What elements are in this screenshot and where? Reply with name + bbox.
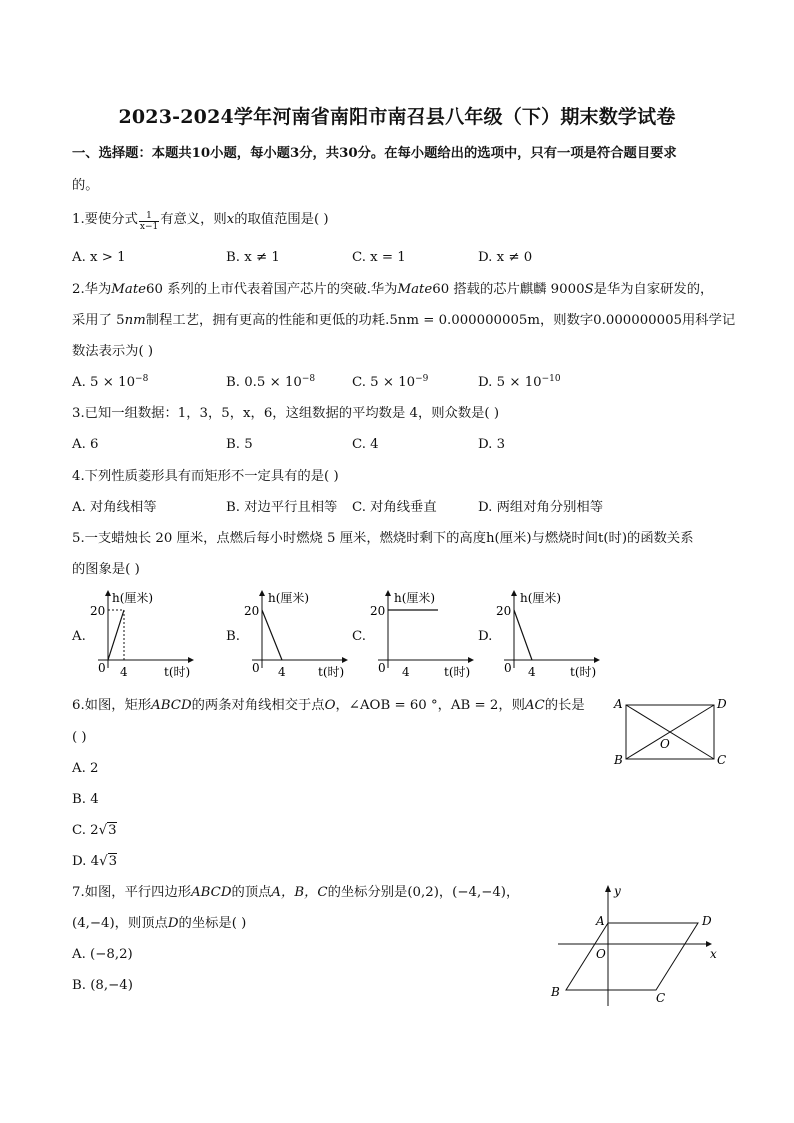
x-axis-arrow bbox=[342, 657, 348, 663]
graph-line bbox=[514, 610, 532, 660]
q5-option-c[interactable]: C. bbox=[352, 629, 366, 644]
q4-option-b[interactable]: B. 对边平行且相等 bbox=[226, 500, 338, 515]
y-tick-label: 20 bbox=[244, 604, 260, 618]
q2-a-exp: −8 bbox=[135, 374, 149, 384]
q4-option-a[interactable]: A. 对角线相等 bbox=[72, 500, 157, 515]
q6-abcd: ABCD bbox=[151, 698, 192, 713]
q7-text-e: 的坐标是( ) bbox=[178, 916, 247, 931]
question-7-line2 bbox=[72, 915, 246, 933]
q6-option-d[interactable] bbox=[72, 853, 117, 871]
q3-option-a[interactable]: A. 6 bbox=[72, 437, 99, 452]
q1-suffix-b: 的取值范围是( ) bbox=[234, 212, 329, 227]
y-axis-arrow bbox=[511, 590, 517, 596]
q5-graph-d[interactable] bbox=[490, 588, 610, 680]
q2-d-base: D. 5 × 10 bbox=[478, 375, 542, 390]
q2-b-exp: −8 bbox=[301, 374, 316, 384]
q2-text-c: 60 搭载的芯片麒麟 9000 bbox=[432, 282, 585, 297]
q7-abcd: ABCD bbox=[191, 885, 232, 900]
q6-option-b[interactable]: B. 4 bbox=[72, 792, 99, 807]
label-a: A bbox=[596, 914, 605, 928]
question-5-line2: 的图象是( ) bbox=[72, 562, 140, 577]
q7-pts: A，B，C bbox=[271, 885, 328, 900]
origin-label: 0 bbox=[252, 661, 260, 675]
x-axis-label: t(时) bbox=[570, 665, 597, 679]
page-title: 2023-2024学年河南省南阳市南召县八年级（下）期末数学试卷 bbox=[118, 106, 676, 128]
q6-text-a: 6.如图，矩形 bbox=[72, 698, 152, 713]
q5-option-b[interactable]: B. bbox=[226, 629, 240, 644]
q1-option-c[interactable]: C. x = 1 bbox=[352, 250, 406, 265]
y-axis-arrow bbox=[385, 590, 391, 596]
q2-text-f: 制程工艺，拥有更高的性能和更低的功耗.5nm = 0.000000005m，则数字0.000000005用科学记 bbox=[145, 313, 736, 328]
q2-a-base: A. 5 × 10 bbox=[72, 375, 136, 390]
q6-d-prefix: D. 4 bbox=[72, 854, 100, 869]
q2-mate: Mate bbox=[111, 282, 147, 297]
y-axis-label: h(厘米) bbox=[112, 591, 154, 605]
q2-c-exp: −9 bbox=[415, 374, 429, 384]
q1-prefix: 1.要使分式 bbox=[72, 212, 138, 227]
q1-fraction bbox=[139, 211, 159, 232]
origin-label: 0 bbox=[504, 661, 512, 675]
y-axis-label: h(厘米) bbox=[268, 591, 310, 605]
q2-d-exp: −10 bbox=[541, 374, 561, 384]
label-o: O bbox=[596, 947, 606, 961]
q6-c-prefix: C. 2 bbox=[72, 823, 99, 838]
q6-ac: AC bbox=[524, 698, 545, 713]
q7-text-d: (4,−4)，则顶点 bbox=[72, 916, 168, 931]
x-tick-label: 4 bbox=[402, 665, 410, 679]
label-y: y bbox=[614, 884, 621, 898]
x-axis-arrow bbox=[594, 657, 600, 663]
q1-frac-den: x−1 bbox=[139, 222, 159, 232]
x-tick-label: 4 bbox=[120, 665, 128, 679]
q7-option-b[interactable]: B. (8,−4) bbox=[72, 978, 133, 993]
section-heading-cont: 的。 bbox=[72, 178, 99, 193]
q6-rectangle-figure bbox=[610, 694, 730, 770]
parallelogram-abcd bbox=[566, 923, 698, 990]
label-o: O bbox=[660, 737, 670, 751]
q3-option-b[interactable]: B. 5 bbox=[226, 437, 253, 452]
section-heading: 一、选择题：本题共10小题，每小题3分，共30分。在每小题给出的选项中，只有一项是符合题目要求 bbox=[72, 146, 677, 161]
label-b: B bbox=[614, 753, 623, 767]
q2-text-e: 采用了 5 bbox=[72, 313, 125, 328]
y-axis-label: h(厘米) bbox=[394, 591, 436, 605]
question-2-line2 bbox=[72, 312, 735, 330]
label-c: C bbox=[656, 991, 666, 1005]
q3-option-c[interactable]: C. 4 bbox=[352, 437, 379, 452]
label-a: A bbox=[614, 697, 623, 711]
q6-text-d: 的长是 bbox=[544, 698, 585, 713]
q2-nm: nm bbox=[124, 313, 146, 328]
label-d: D bbox=[702, 914, 712, 928]
sqrt-sign: √ bbox=[99, 854, 108, 869]
q6-option-c[interactable] bbox=[72, 822, 117, 840]
y-tick-label: 20 bbox=[370, 604, 386, 618]
question-4: 4.下列性质菱形具有而矩形不一定具有的是( ) bbox=[72, 469, 339, 484]
label-d: D bbox=[717, 697, 727, 711]
origin-label: 0 bbox=[378, 661, 386, 675]
question-2-line3: 数法表示为( ) bbox=[72, 344, 154, 359]
question-5-line1: 5.一支蜡烛长 20 厘米，点燃后每小时燃烧 5 厘米，燃烧时剩下的高度h(厘米)与燃烧时间t(时)的函数关系 bbox=[72, 531, 694, 546]
q5-option-d[interactable]: D. bbox=[478, 629, 493, 644]
q2-b-base: B. 0.5 × 10 bbox=[226, 375, 302, 390]
x-axis-label: t(时) bbox=[164, 665, 191, 679]
q5-graph-c[interactable] bbox=[364, 588, 484, 680]
label-x: x bbox=[710, 947, 717, 961]
q5-graph-b[interactable] bbox=[238, 588, 358, 680]
q2-text-d: 是华为自家研发的， bbox=[593, 282, 714, 297]
question-6-line2: ( ) bbox=[72, 730, 87, 745]
q4-option-c[interactable]: C. 对角线垂直 bbox=[352, 500, 437, 515]
q6-c-radicand: 3 bbox=[108, 823, 117, 838]
y-tick-label: 20 bbox=[90, 604, 106, 618]
q6-text-b: 的两条对角线相交于点 bbox=[191, 698, 325, 713]
q7-text-a: 7.如图，平行四边形 bbox=[72, 885, 192, 900]
q2-option-b[interactable] bbox=[226, 374, 315, 392]
y-axis-arrow bbox=[259, 590, 265, 596]
label-b: B bbox=[551, 985, 560, 999]
q7-option-a[interactable]: A. (−8,2) bbox=[72, 947, 133, 962]
q2-option-d[interactable] bbox=[478, 374, 561, 392]
q1-option-d[interactable]: D. x ≠ 0 bbox=[478, 250, 533, 265]
q2-text-b: 60 系列的上市代表着国产芯片的突破.华为 bbox=[146, 282, 398, 297]
q6-o: O bbox=[324, 698, 336, 713]
q1-var: x bbox=[226, 212, 235, 227]
y-axis-arrow bbox=[605, 885, 611, 892]
label-c: C bbox=[717, 753, 727, 767]
q6-text-c: ，∠AOB = 60 °，AB = 2，则 bbox=[335, 698, 525, 713]
q6-d-radicand: 3 bbox=[108, 854, 118, 869]
q2-text-a: 2.华为 bbox=[72, 282, 112, 297]
y-axis-label: h(厘米) bbox=[520, 591, 562, 605]
graph-line bbox=[262, 610, 282, 660]
q5-option-a[interactable]: A. bbox=[72, 629, 86, 644]
sqrt-sign: √ bbox=[98, 823, 108, 838]
question-3: 3.已知一组数据：1，3，5，x，6，这组数据的平均数是 4，则众数是( ) bbox=[72, 406, 500, 421]
q1-suffix-a: 有意义，则 bbox=[160, 212, 227, 227]
origin-label: 0 bbox=[98, 661, 106, 675]
question-1 bbox=[72, 211, 329, 232]
x-axis-arrow bbox=[188, 657, 194, 663]
q2-mate-2: Mate bbox=[397, 282, 433, 297]
q1-option-b[interactable]: B. x ≠ 1 bbox=[226, 250, 280, 265]
q7-text-c: 的坐标分别是(0,2)，(−4,−4)， bbox=[327, 885, 520, 900]
q1-frac-num: 1 bbox=[139, 211, 159, 222]
x-axis-label: t(时) bbox=[444, 665, 471, 679]
question-2-line1 bbox=[72, 281, 713, 299]
x-tick-label: 4 bbox=[528, 665, 536, 679]
y-tick-label: 20 bbox=[496, 604, 512, 618]
q2-option-a[interactable] bbox=[72, 374, 148, 392]
q6-option-a[interactable]: A. 2 bbox=[72, 761, 99, 776]
x-axis-arrow bbox=[468, 657, 474, 663]
graph-line bbox=[108, 610, 124, 660]
q2-s: S bbox=[584, 282, 594, 297]
q3-option-d[interactable]: D. 3 bbox=[478, 437, 506, 452]
y-axis-arrow bbox=[105, 590, 111, 596]
q5-graph-a[interactable] bbox=[84, 588, 204, 680]
q7-d: D bbox=[167, 916, 179, 931]
q2-option-c[interactable] bbox=[352, 374, 428, 392]
x-tick-label: 4 bbox=[278, 665, 286, 679]
q4-option-d[interactable]: D. 两组对角分别相等 bbox=[478, 500, 604, 515]
x-axis-label: t(时) bbox=[318, 665, 345, 679]
question-7-line1 bbox=[72, 884, 519, 902]
q7-text-b: 的顶点 bbox=[231, 885, 272, 900]
question-6-line1 bbox=[72, 697, 585, 715]
q1-option-a[interactable]: A. x > 1 bbox=[72, 250, 126, 265]
q7-parallelogram-figure bbox=[544, 880, 732, 1010]
q2-c-base: C. 5 × 10 bbox=[352, 375, 416, 390]
